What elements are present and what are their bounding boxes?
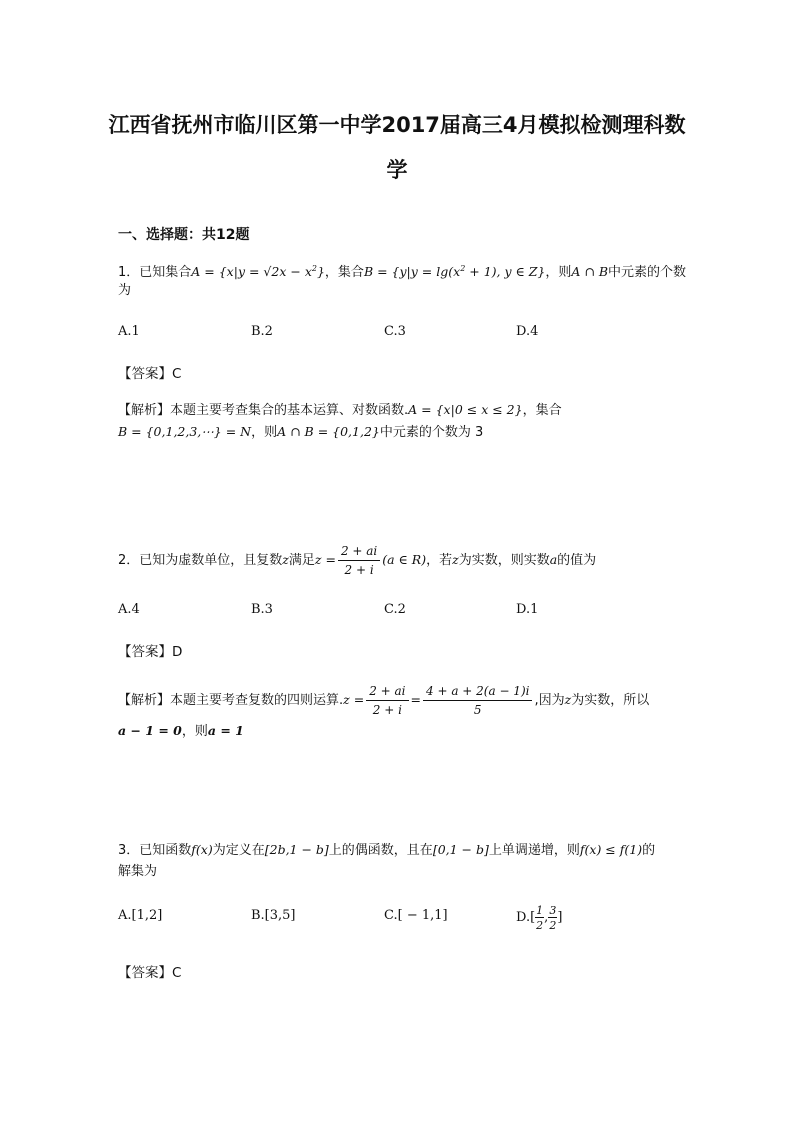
q3-domain: [2b,1 − b]	[264, 842, 329, 857]
q1-text: 1．已知集合	[118, 265, 192, 281]
q1-analysis-math-2: B = {0,1,2,3,⋯} = N	[118, 424, 252, 439]
q3-option-d: D.[ $\frac{1}{2}$ , $\frac{3}{2}$ ]	[516, 903, 563, 932]
q2-analysis-eq: =	[410, 692, 421, 707]
q2-analysis-text: 本题主要考查复数的四则运算.	[170, 693, 344, 708]
document-title: 江西省抚州市临川区第一中学2017届高三4月模拟检测理科数学	[108, 113, 686, 182]
q3-text-b: 为定义在	[212, 843, 265, 858]
q1-analysis	[118, 399, 562, 422]
q2-analysis-math-2: a = 1	[207, 723, 244, 738]
q2-answer: 【答案】D	[118, 644, 183, 660]
q1-text-c: ，则	[545, 265, 572, 281]
q2-lhs: z =	[314, 552, 336, 567]
q1-expr: A ∩ B	[571, 264, 609, 280]
q3-text-c: 上的偶函数，且在	[328, 843, 433, 858]
q2-option-d: D.1	[516, 602, 539, 617]
q3-text-e: 的	[642, 843, 656, 858]
q3-option-a: A.[1,2]	[118, 908, 163, 923]
q2-option-a: A.4	[118, 602, 140, 617]
q3-inequality: f(x) ≤ f(1)	[579, 842, 643, 857]
q1-set-a: $A = \{x|y = √2x - x^2\}$	[191, 264, 325, 280]
q2-analysis-text-b: ,因为	[534, 693, 565, 708]
analysis-label: 【解析】	[118, 403, 171, 418]
analysis-label-2: 【解析】	[118, 693, 171, 708]
q1-option-b: B.2	[251, 324, 273, 339]
question-1-stem-line2: 为	[118, 283, 132, 298]
q2-text-e: 的值为	[557, 553, 597, 568]
q1-analysis-line2	[118, 421, 483, 444]
q1-answer: 【答案】C	[118, 366, 182, 382]
q2-var-z-2: z	[452, 552, 459, 567]
q2-var-z: z	[282, 552, 289, 567]
question-1-stem	[118, 258, 686, 284]
q1-analysis-math-1: A = {x|0 ≤ x ≤ 2}	[408, 402, 523, 417]
q2-condition: (a ∈ R)	[382, 552, 427, 567]
q3-fx: f(x)	[191, 842, 213, 857]
q1-analysis-text-c: ，则	[251, 425, 278, 440]
q2-analysis	[118, 676, 649, 725]
q2-option-b: B.3	[251, 602, 273, 617]
q2-text-b: 满足	[288, 553, 315, 568]
q1-text-d: 中元素的个数	[608, 265, 687, 281]
q1-set-b: $B = \{y|y = \lg(x^2 + 1)$, y ∈ Z}	[363, 264, 546, 280]
q2-analysis-line2	[118, 720, 244, 743]
q1-option-d: D.4	[516, 324, 539, 339]
q2-option-c: C.2	[384, 602, 406, 617]
question-2-stem	[118, 536, 596, 585]
q2-text: 2．已知为虚数单位，且复数	[118, 553, 283, 568]
q2-analysis-fraction-2: $\frac{4 + a + 2(a - 1)i}{5}$	[423, 683, 532, 718]
q1-analysis-text-d: 中元素的个数为 3	[379, 425, 484, 440]
q1-option-a: A.1	[118, 324, 140, 339]
q2-analysis-lhs: z =	[343, 692, 365, 707]
q2-analysis-math-1: a − 1 = 0	[118, 723, 182, 738]
q2-var-a: a	[549, 552, 558, 567]
question-3-stem-line2: 解集为	[118, 864, 158, 879]
q2-analysis-z: z	[564, 692, 572, 707]
q2-text-d: 为实数，则实数	[458, 553, 550, 568]
q1-analysis-text: 本题主要考查集合的基本运算、对数函数.	[170, 403, 409, 418]
q2-fraction: $\frac{2 + ai}{2 + i}$	[338, 543, 380, 578]
q1-analysis-math-3: A ∩ B = {0,1,2}	[277, 424, 380, 439]
section-heading: 一、选择题：共12题	[118, 227, 250, 243]
q2-analysis-fraction-1: $\frac{2 + ai}{2 + i}$	[366, 683, 408, 718]
q3-option-b: B.[3,5]	[251, 908, 296, 923]
question-3-stem	[118, 839, 655, 862]
q1-option-c: C.3	[384, 324, 406, 339]
q3-answer: 【答案】C	[118, 965, 182, 981]
q3-text-d: 上单调递增，则	[488, 843, 580, 858]
q3-text: 3．已知函数	[118, 843, 192, 858]
q2-analysis-text-c: 为实数，所以	[571, 693, 650, 708]
q1-text-b: ，集合	[324, 265, 364, 281]
q2-analysis-text-d: ，则	[181, 724, 208, 739]
q3-option-c: C.[ − 1,1]	[384, 908, 448, 923]
q3-interval: [0,1 − b]	[432, 842, 489, 857]
q2-text-c: ，若	[426, 553, 453, 568]
q1-analysis-text-b: ，集合	[522, 403, 562, 418]
